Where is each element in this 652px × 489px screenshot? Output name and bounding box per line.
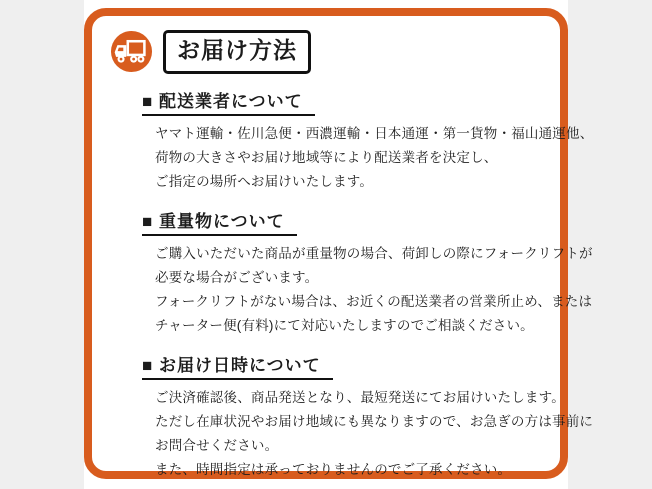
sections <box>142 87 594 482</box>
section-text-line: 荷物の大きさやお届け地域等により配送業者を決定し、 <box>155 149 498 165</box>
section-heading: ■ 重量物について <box>142 207 297 236</box>
truck-icon <box>110 30 153 73</box>
section-text-line: また、時間指定は承っておりませんのでご了承ください。 <box>155 461 512 477</box>
delivery-info-panel <box>84 8 594 479</box>
section-body <box>155 122 594 194</box>
page-title: お届け方法 <box>163 30 311 74</box>
panel-inner <box>92 16 594 482</box>
section-text-line: フォークリフトがない場合は、お近くの配送業者の営業所止め、または <box>155 293 593 309</box>
section-text-line: 必要な場合がございます。 <box>155 269 319 285</box>
section-heading: ■ 配送業者について <box>142 87 315 116</box>
section-body <box>155 386 594 482</box>
section-text-line: ただし在庫状況やお届け地域にも異なりますので、お急ぎの方は事前に <box>155 413 594 429</box>
section-text-line: お問合せください。 <box>155 437 279 453</box>
panel-header <box>110 30 552 74</box>
section-body <box>155 242 593 338</box>
section-text-line: ご決済確認後、商品発送となり、最短発送にてお届けいたします。 <box>155 389 565 405</box>
section-text-line: ご指定の場所へお届けいたします。 <box>155 173 374 189</box>
section-text-line: ヤマト運輸・佐川急便・西濃運輸・日本通運・第一貨物・福山通運他、 <box>155 125 594 141</box>
delivery-section <box>142 351 594 482</box>
delivery-section <box>142 87 594 194</box>
section-text-line: チャーター便(有料)にて対応いたしますのでご相談ください。 <box>155 317 534 333</box>
section-heading: ■ お届け日時について <box>142 351 333 380</box>
section-text-line: ご購入いただいた商品が重量物の場合、荷卸しの際にフォークリフトが <box>155 245 593 261</box>
delivery-section <box>142 207 593 338</box>
